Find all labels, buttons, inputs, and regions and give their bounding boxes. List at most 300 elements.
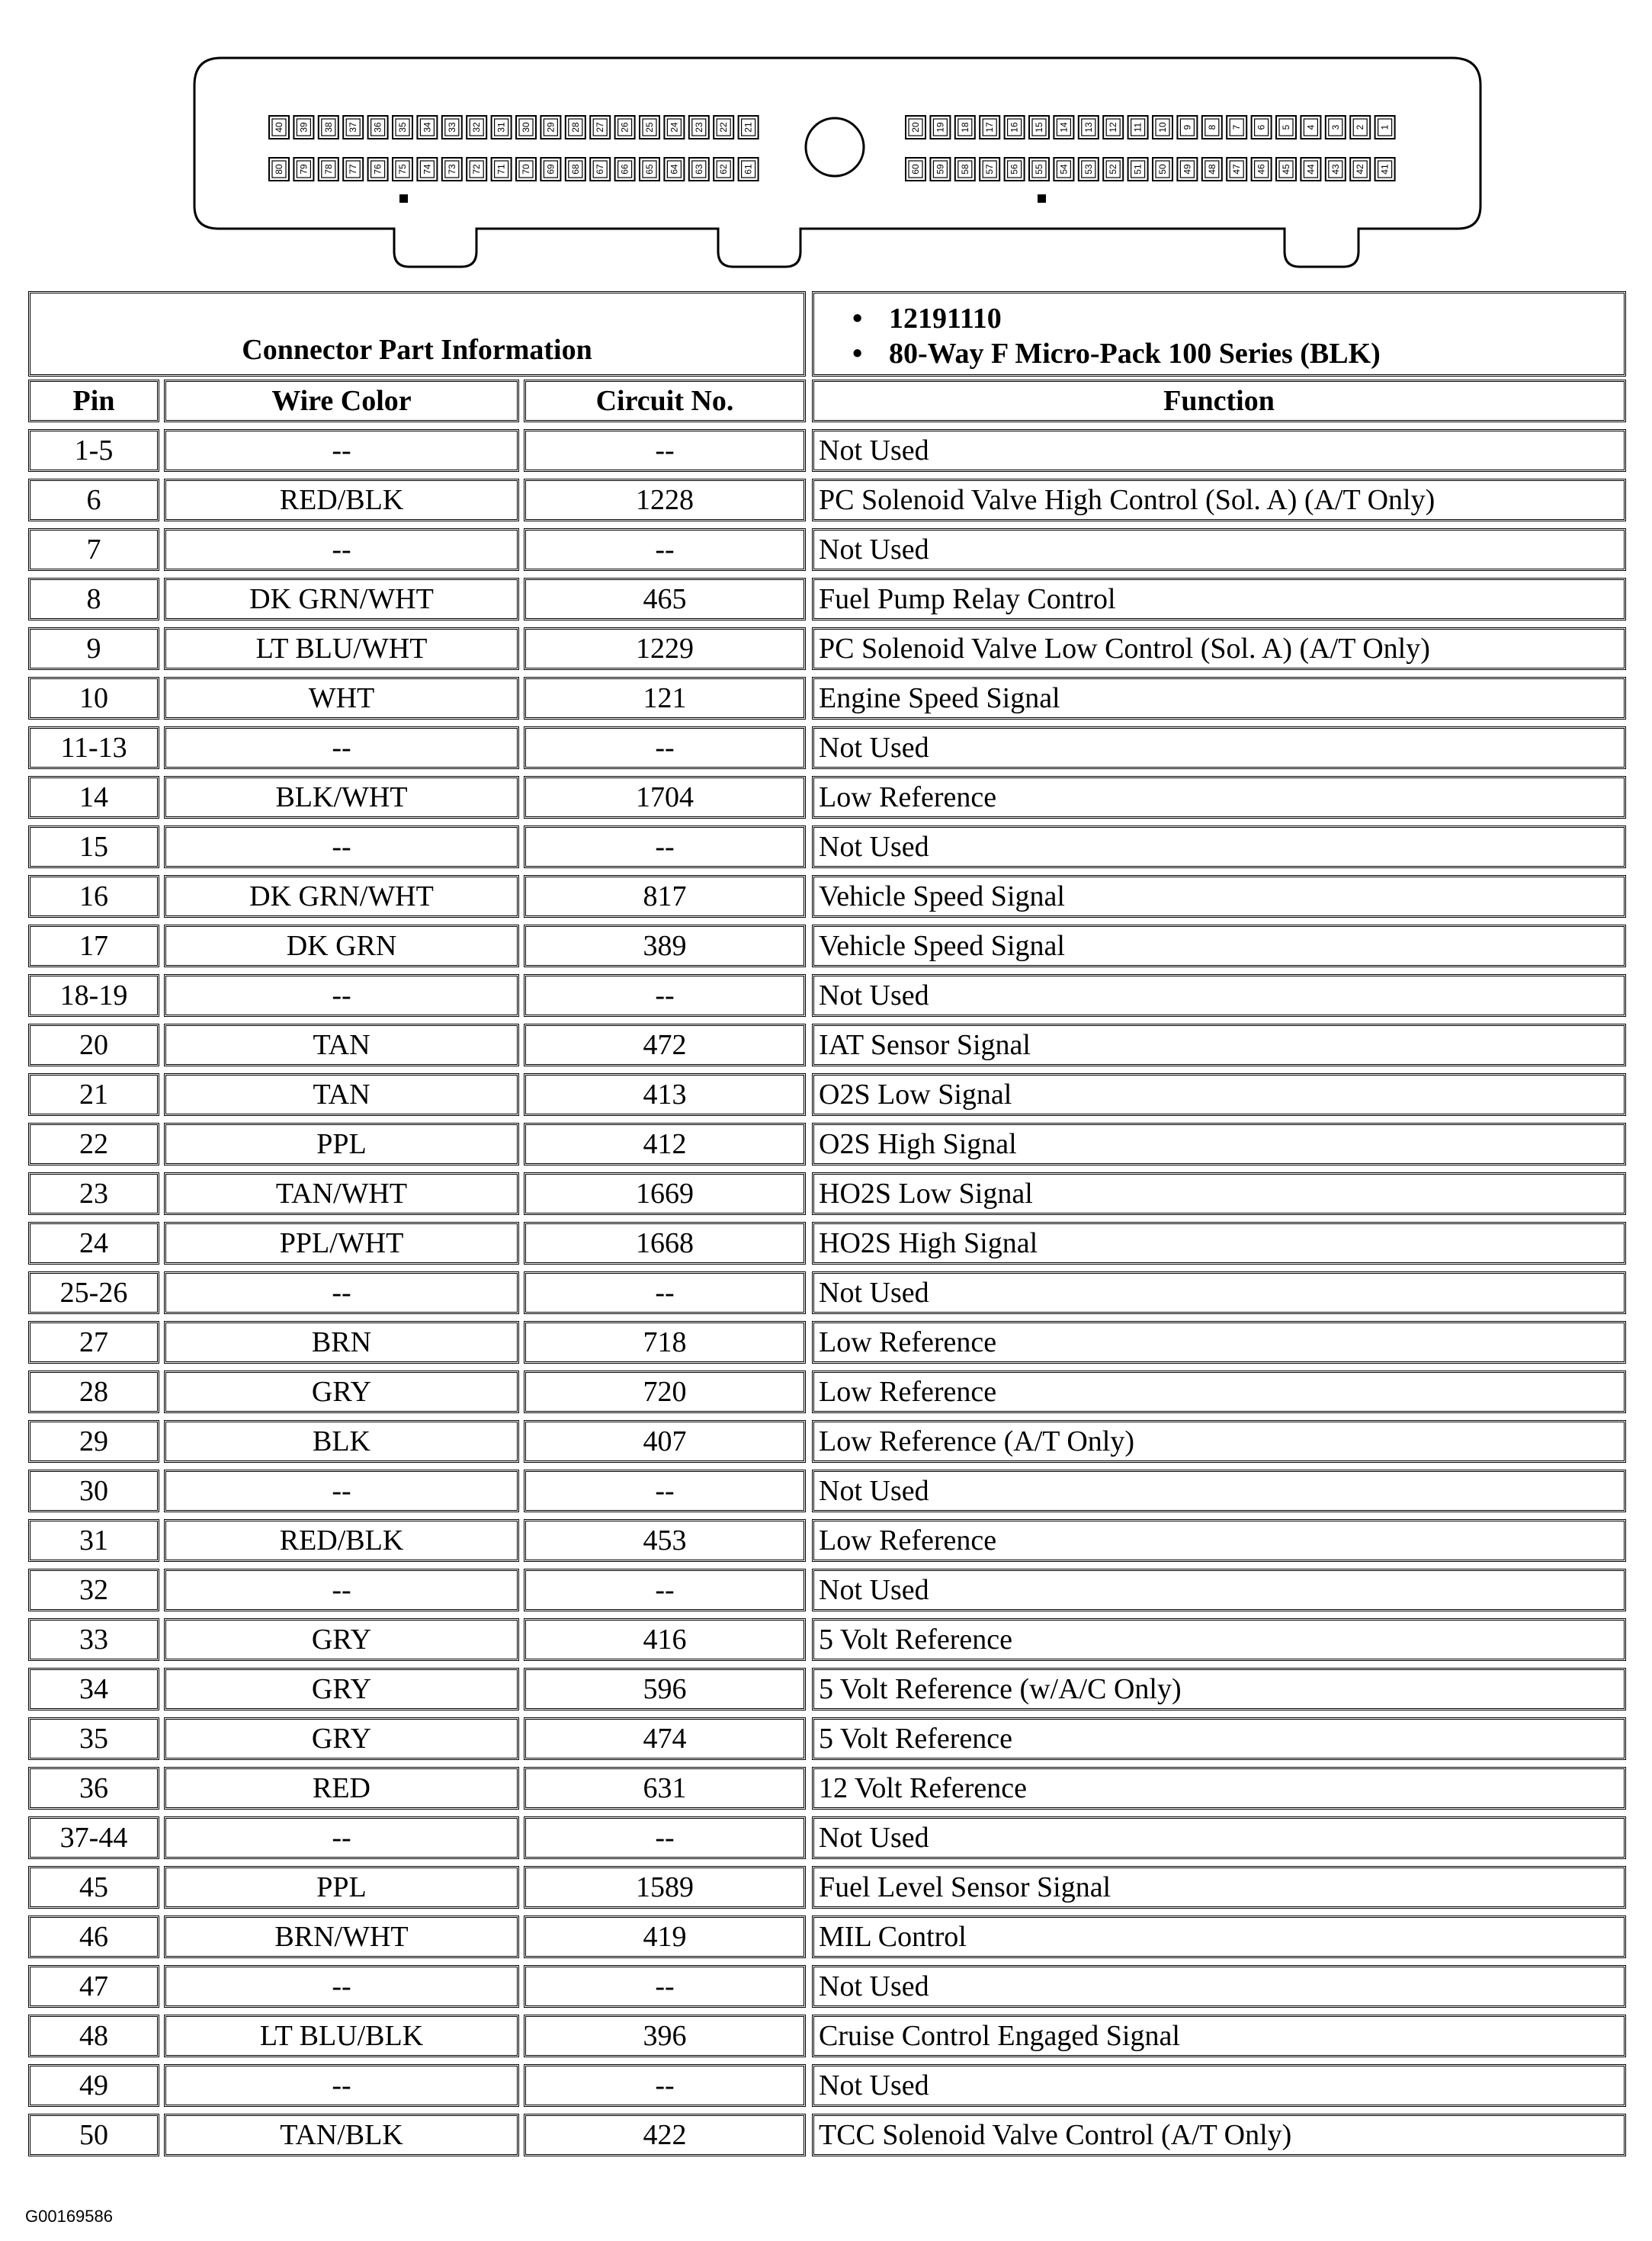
connector-pin-label: 18 bbox=[959, 122, 970, 133]
connector-pin-label: 15 bbox=[1034, 122, 1044, 133]
connector-pin-label: 40 bbox=[274, 122, 284, 133]
pin-75-marker bbox=[399, 194, 408, 203]
circuit-cell: 1669 bbox=[524, 1172, 806, 1215]
function-cell: HO2S High Signal bbox=[812, 1222, 1626, 1265]
wire-color-cell: GRY bbox=[164, 1618, 519, 1661]
connector-pin-label: 52 bbox=[1108, 164, 1119, 175]
connector-pin-9 bbox=[1177, 116, 1197, 139]
part-number: • 12191110 bbox=[875, 301, 1624, 336]
connector-pin-22 bbox=[714, 116, 733, 139]
table-row bbox=[28, 1367, 1626, 1417]
connector-pin-13 bbox=[1079, 116, 1099, 139]
function-cell: 5 Volt Reference bbox=[812, 1618, 1626, 1661]
wire-color-cell: TAN bbox=[164, 1024, 519, 1066]
pin-cell: 23 bbox=[28, 1172, 159, 1215]
connector-pin-label: 32 bbox=[471, 122, 483, 133]
connector-pin-33 bbox=[442, 116, 462, 139]
table-row bbox=[28, 1169, 1626, 1219]
connector-pin-label: 73 bbox=[446, 164, 457, 175]
table-row bbox=[28, 1714, 1626, 1764]
connector-pin-67 bbox=[590, 158, 610, 181]
function-cell: Low Reference bbox=[812, 776, 1626, 819]
function-cell: Not Used bbox=[812, 726, 1626, 769]
pinout-grid bbox=[28, 377, 1626, 2160]
connector-pin-14 bbox=[1054, 116, 1073, 139]
function-cell: Vehicle Speed Signal bbox=[812, 925, 1626, 967]
connector-pin-72 bbox=[467, 158, 486, 181]
connector-pin-label: 79 bbox=[298, 164, 310, 175]
circuit-cell: 817 bbox=[524, 875, 806, 918]
connector-pin-58 bbox=[955, 158, 975, 181]
connector-pin-2 bbox=[1350, 116, 1370, 139]
function-column-header: Function bbox=[812, 380, 1626, 422]
connector-pin-label: 20 bbox=[910, 122, 921, 133]
connector-pin-label: 62 bbox=[718, 164, 730, 175]
connector-pin-15 bbox=[1029, 116, 1049, 139]
connector-pin-64 bbox=[664, 158, 684, 181]
circuit-cell: 472 bbox=[524, 1024, 806, 1066]
table-row bbox=[28, 971, 1626, 1021]
pin-cell: 18-19 bbox=[28, 974, 159, 1017]
connector-pin-label: 42 bbox=[1355, 164, 1366, 175]
connector-pin-label: 72 bbox=[471, 164, 483, 175]
table-row bbox=[28, 1615, 1626, 1665]
table-row bbox=[28, 575, 1626, 624]
table-row bbox=[28, 922, 1626, 971]
connector-pin-label: 36 bbox=[372, 122, 383, 133]
pin-cell: 9 bbox=[28, 627, 159, 670]
connector-pin-24 bbox=[664, 116, 684, 139]
connector-pin-71 bbox=[492, 158, 512, 181]
column-header-row bbox=[28, 377, 1626, 426]
table-row bbox=[28, 624, 1626, 674]
wire-color-cell: LT BLU/BLK bbox=[164, 2015, 519, 2057]
wire-color-cell: -- bbox=[164, 1816, 519, 1859]
connector-pin-78 bbox=[319, 158, 338, 181]
connector-pin-label: 14 bbox=[1058, 122, 1070, 133]
connector-pin-label: 50 bbox=[1157, 164, 1168, 175]
connector-part-info-header bbox=[28, 291, 806, 377]
connector-pin-12 bbox=[1103, 116, 1123, 139]
pin-cell: 47 bbox=[28, 1965, 159, 2008]
circuit-cell: 720 bbox=[524, 1371, 806, 1413]
connector-pin-70 bbox=[516, 158, 536, 181]
function-cell: 5 Volt Reference (w/A/C Only) bbox=[812, 1668, 1626, 1710]
connector-pin-46 bbox=[1252, 158, 1272, 181]
circuit-cell: 121 bbox=[524, 677, 806, 720]
circuit-cell: -- bbox=[524, 1965, 806, 2008]
table-row bbox=[28, 1516, 1626, 1566]
connector-pin-label: 47 bbox=[1231, 164, 1243, 175]
wire-color-cell: -- bbox=[164, 429, 519, 472]
connector-pin-31 bbox=[492, 116, 512, 139]
function-cell: Not Used bbox=[812, 1271, 1626, 1314]
connector-pin-label: 48 bbox=[1206, 164, 1217, 175]
pin-cell: 49 bbox=[28, 2064, 159, 2107]
connector-pin-label: 71 bbox=[496, 164, 507, 175]
connector-pin-label: 60 bbox=[910, 164, 921, 175]
wire-color-cell: TAN/WHT bbox=[164, 1172, 519, 1215]
connector-pin-44 bbox=[1301, 158, 1320, 181]
circuit-cell: 465 bbox=[524, 578, 806, 620]
connector-pin-57 bbox=[980, 158, 999, 181]
function-cell: PC Solenoid Valve High Control (Sol. A) (A/T Only) bbox=[812, 479, 1626, 521]
table-row bbox=[28, 1219, 1626, 1268]
table-row bbox=[28, 1962, 1626, 2012]
table-row bbox=[28, 872, 1626, 922]
wire-color-cell: -- bbox=[164, 726, 519, 769]
pin-cell: 34 bbox=[28, 1668, 159, 1710]
table-row bbox=[28, 773, 1626, 822]
function-cell: Fuel Level Sensor Signal bbox=[812, 1866, 1626, 1909]
connector-pin-41 bbox=[1375, 158, 1395, 181]
wire-color-cell: -- bbox=[164, 1965, 519, 2008]
connector-pin-23 bbox=[689, 116, 709, 139]
pin-cell: 22 bbox=[28, 1123, 159, 1165]
wire-color-cell: PPL/WHT bbox=[164, 1222, 519, 1265]
connector-pin-label: 8 bbox=[1206, 124, 1217, 130]
function-cell: Engine Speed Signal bbox=[812, 677, 1626, 720]
connector-pin-label: 4 bbox=[1305, 124, 1317, 130]
connector-face-diagram bbox=[0, 0, 1652, 274]
circuit-cell: 422 bbox=[524, 2114, 806, 2156]
connector-pin-label: 51 bbox=[1132, 164, 1144, 175]
wire-color-cell: WHT bbox=[164, 677, 519, 720]
connector-pin-label: 5 bbox=[1281, 124, 1291, 130]
wire-color-cell: DK GRN/WHT bbox=[164, 578, 519, 620]
function-cell: O2S High Signal bbox=[812, 1123, 1626, 1165]
wire-color-cell: DK GRN bbox=[164, 925, 519, 967]
connector-pin-36 bbox=[368, 116, 388, 139]
connector-pin-20 bbox=[906, 116, 925, 139]
function-cell: Not Used bbox=[812, 974, 1626, 1017]
connector-pin-30 bbox=[516, 116, 536, 139]
connector-pin-61 bbox=[739, 158, 759, 181]
connector-pin-label: 28 bbox=[569, 122, 581, 133]
wire-color-cell: BLK bbox=[164, 1420, 519, 1463]
circuit-cell: 718 bbox=[524, 1321, 806, 1364]
connector-pin-label: 77 bbox=[348, 164, 359, 175]
connector-pin-label: 22 bbox=[718, 122, 730, 133]
connector-pin-21 bbox=[739, 116, 759, 139]
connector-pin-49 bbox=[1177, 158, 1197, 181]
wire-color-cell: PPL bbox=[164, 1123, 519, 1165]
function-cell: 5 Volt Reference bbox=[812, 1717, 1626, 1760]
connector-pin-label: 1 bbox=[1379, 124, 1391, 130]
table-row bbox=[28, 2111, 1626, 2160]
connector-pin-35 bbox=[393, 116, 412, 139]
connector-pin-label: 27 bbox=[595, 122, 606, 133]
connector-pin-34 bbox=[417, 116, 437, 139]
circuit-cell: 453 bbox=[524, 1519, 806, 1562]
connector-pin-label: 17 bbox=[984, 122, 996, 133]
wire-color-cell: RED bbox=[164, 1767, 519, 1810]
table-row bbox=[28, 1467, 1626, 1516]
wire-color-cell: GRY bbox=[164, 1668, 519, 1710]
connector-pin-1 bbox=[1375, 116, 1395, 139]
connector-pin-25 bbox=[640, 116, 659, 139]
circuit-cell: 413 bbox=[524, 1073, 806, 1116]
pin-cell: 25-26 bbox=[28, 1271, 159, 1314]
connector-pin-8 bbox=[1202, 116, 1222, 139]
function-cell: O2S Low Signal bbox=[812, 1073, 1626, 1116]
connector-pin-label: 69 bbox=[545, 164, 557, 175]
connector-pin-48 bbox=[1202, 158, 1222, 181]
circuit-cell: 412 bbox=[524, 1123, 806, 1165]
connector-pin-73 bbox=[442, 158, 462, 181]
part-details-header bbox=[812, 291, 1626, 377]
connector-pin-32 bbox=[467, 116, 486, 139]
connector-pin-label: 75 bbox=[397, 164, 408, 175]
table-row bbox=[28, 1268, 1626, 1318]
circuit-cell: -- bbox=[524, 726, 806, 769]
connector-pin-11 bbox=[1128, 116, 1148, 139]
connector-pin-label: 61 bbox=[743, 164, 754, 175]
wire-color-cell: -- bbox=[164, 2064, 519, 2107]
function-cell: 12 Volt Reference bbox=[812, 1767, 1626, 1810]
connector-pin-label: 7 bbox=[1231, 124, 1243, 130]
table-row bbox=[28, 476, 1626, 525]
connector-pin-label: 70 bbox=[521, 164, 531, 175]
circuit-cell: -- bbox=[524, 429, 806, 472]
circuit-cell: 596 bbox=[524, 1668, 806, 1710]
connector-pin-label: 56 bbox=[1009, 164, 1020, 175]
connector-pin-label: 57 bbox=[984, 164, 996, 175]
connector-pin-77 bbox=[343, 158, 363, 181]
circuit-cell: 474 bbox=[524, 1717, 806, 1760]
connector-pin-69 bbox=[541, 158, 560, 181]
wire-color-cell: TAN/BLK bbox=[164, 2114, 519, 2156]
circuit-cell: -- bbox=[524, 1816, 806, 1859]
polarization-hole bbox=[806, 118, 864, 176]
function-cell: Not Used bbox=[812, 2064, 1626, 2107]
table-row bbox=[28, 1764, 1626, 1813]
connector-pin-16 bbox=[1005, 116, 1025, 139]
circuit-cell: -- bbox=[524, 826, 806, 868]
circuit-cell: -- bbox=[524, 1569, 806, 1611]
connector-pin-label: 29 bbox=[545, 122, 557, 133]
table-row bbox=[28, 2012, 1626, 2061]
connector-pin-29 bbox=[541, 116, 560, 139]
circuit-cell: 407 bbox=[524, 1420, 806, 1463]
connector-pin-37 bbox=[343, 116, 363, 139]
connector-pin-label: 19 bbox=[935, 122, 946, 133]
pin-cell: 29 bbox=[28, 1420, 159, 1463]
function-cell: MIL Control bbox=[812, 1916, 1626, 1958]
connector-pin-59 bbox=[930, 158, 950, 181]
pin-cell: 11-13 bbox=[28, 726, 159, 769]
table-row bbox=[28, 1813, 1626, 1863]
connector-pin-label: 6 bbox=[1256, 124, 1267, 130]
connector-pin-label: 55 bbox=[1034, 164, 1044, 175]
pin-cell: 15 bbox=[28, 826, 159, 868]
wire-color-cell: GRY bbox=[164, 1371, 519, 1413]
connector-pin-label: 25 bbox=[644, 122, 655, 133]
pin-cell: 33 bbox=[28, 1618, 159, 1661]
connector-pin-52 bbox=[1103, 158, 1123, 181]
connector-pin-label: 67 bbox=[595, 164, 606, 175]
connector-pin-39 bbox=[294, 116, 313, 139]
wire-color-cell: LT BLU/WHT bbox=[164, 627, 519, 670]
wire-color-cell: RED/BLK bbox=[164, 479, 519, 521]
pin-cell: 48 bbox=[28, 2015, 159, 2057]
circuit-cell: 1228 bbox=[524, 479, 806, 521]
connector-pin-label: 3 bbox=[1330, 124, 1341, 130]
function-cell: PC Solenoid Valve Low Control (Sol. A) (A/T Only) bbox=[812, 627, 1626, 670]
wire-color-cell: PPL bbox=[164, 1866, 519, 1909]
connector-pin-45 bbox=[1276, 158, 1296, 181]
table-row bbox=[28, 1021, 1626, 1070]
connector-pin-60 bbox=[906, 158, 925, 181]
connector-pin-label: 41 bbox=[1379, 164, 1391, 175]
connector-pin-label: 64 bbox=[669, 164, 680, 175]
wire-color-cell: GRY bbox=[164, 1717, 519, 1760]
table-row bbox=[28, 426, 1626, 476]
connector-pin-label: 30 bbox=[521, 122, 531, 133]
circuit-cell: 396 bbox=[524, 2015, 806, 2057]
pin-cell: 16 bbox=[28, 875, 159, 918]
pin-cell: 7 bbox=[28, 528, 159, 571]
wire-color-cell: -- bbox=[164, 974, 519, 1017]
connector-pin-4 bbox=[1301, 116, 1320, 139]
circuit-cell: 631 bbox=[524, 1767, 806, 1810]
circuit-cell: 419 bbox=[524, 1916, 806, 1958]
connector-pin-label: 33 bbox=[446, 122, 457, 133]
figure-id: G00169586 bbox=[25, 2207, 113, 2226]
function-cell: Not Used bbox=[812, 1965, 1626, 2008]
pin-cell: 20 bbox=[28, 1024, 159, 1066]
pin-55-marker bbox=[1038, 194, 1046, 203]
circuit-cell: -- bbox=[524, 528, 806, 571]
connector-pin-label: 37 bbox=[348, 122, 359, 133]
table-row bbox=[28, 1120, 1626, 1169]
table-row bbox=[28, 822, 1626, 872]
wire-color-cell: BRN/WHT bbox=[164, 1916, 519, 1958]
circuit-column-header: Circuit No. bbox=[524, 380, 806, 422]
pin-cell: 24 bbox=[28, 1222, 159, 1265]
connector-pin-51 bbox=[1128, 158, 1148, 181]
connector-pin-19 bbox=[930, 116, 950, 139]
connector-pin-label: 11 bbox=[1132, 122, 1144, 133]
function-cell: Not Used bbox=[812, 1569, 1626, 1611]
pin-cell: 17 bbox=[28, 925, 159, 967]
connector-pin-74 bbox=[417, 158, 437, 181]
connector-pin-40 bbox=[269, 116, 289, 139]
connector-pin-label: 68 bbox=[569, 164, 581, 175]
connector-pin-10 bbox=[1153, 116, 1172, 139]
connector-pin-label: 12 bbox=[1108, 122, 1119, 133]
connector-pin-3 bbox=[1326, 116, 1346, 139]
pin-cell: 10 bbox=[28, 677, 159, 720]
function-cell: Low Reference bbox=[812, 1519, 1626, 1562]
function-cell: Fuel Pump Relay Control bbox=[812, 578, 1626, 620]
connector-pin-label: 78 bbox=[322, 164, 334, 175]
table-row bbox=[28, 723, 1626, 773]
function-cell: Not Used bbox=[812, 826, 1626, 868]
pin-cell: 35 bbox=[28, 1717, 159, 1760]
connector-pin-label: 63 bbox=[693, 164, 704, 175]
pin-cell: 31 bbox=[28, 1519, 159, 1562]
connector-pin-53 bbox=[1079, 158, 1099, 181]
connector-part-info-title: Connector Part Information bbox=[242, 334, 592, 366]
circuit-cell: -- bbox=[524, 974, 806, 1017]
wire-color-cell: -- bbox=[164, 1569, 519, 1611]
function-cell: Not Used bbox=[812, 528, 1626, 571]
pin-cell: 32 bbox=[28, 1569, 159, 1611]
connector-pin-27 bbox=[590, 116, 610, 139]
wire-color-cell: -- bbox=[164, 826, 519, 868]
pin-cell: 45 bbox=[28, 1866, 159, 1909]
wire-color-cell: -- bbox=[164, 1470, 519, 1512]
connector-pin-label: 66 bbox=[619, 164, 630, 175]
connector-pin-label: 65 bbox=[644, 164, 655, 175]
pin-cell: 21 bbox=[28, 1073, 159, 1116]
pin-cell: 14 bbox=[28, 776, 159, 819]
connector-pin-label: 80 bbox=[274, 164, 284, 175]
function-cell: HO2S Low Signal bbox=[812, 1172, 1626, 1215]
connector-pin-label: 2 bbox=[1355, 124, 1366, 130]
wire-color-cell: TAN bbox=[164, 1073, 519, 1116]
connector-pin-75 bbox=[393, 158, 412, 181]
function-cell: Vehicle Speed Signal bbox=[812, 875, 1626, 918]
connector-pin-label: 53 bbox=[1083, 164, 1094, 175]
wire-color-cell: RED/BLK bbox=[164, 1519, 519, 1562]
function-cell: Low Reference bbox=[812, 1321, 1626, 1364]
table-row bbox=[28, 674, 1626, 723]
table-row bbox=[28, 1566, 1626, 1615]
circuit-cell: -- bbox=[524, 1470, 806, 1512]
connector-pin-label: 38 bbox=[322, 122, 334, 133]
table-row bbox=[28, 1417, 1626, 1467]
connector-pin-62 bbox=[714, 158, 733, 181]
circuit-cell: 1668 bbox=[524, 1222, 806, 1265]
wire-color-cell: BRN bbox=[164, 1321, 519, 1364]
connector-pin-label: 21 bbox=[743, 122, 754, 133]
pin-cell: 28 bbox=[28, 1371, 159, 1413]
connector-pin-label: 49 bbox=[1182, 164, 1193, 175]
circuit-cell: -- bbox=[524, 1271, 806, 1314]
table-row bbox=[28, 2061, 1626, 2111]
connector-pin-label: 39 bbox=[298, 122, 310, 133]
pin-column-header: Pin bbox=[28, 380, 159, 422]
wire-color-column-header: Wire Color bbox=[164, 380, 519, 422]
connector-pin-66 bbox=[615, 158, 635, 181]
connector-pin-label: 45 bbox=[1281, 164, 1291, 175]
pin-cell: 50 bbox=[28, 2114, 159, 2156]
table-row bbox=[28, 1318, 1626, 1367]
pin-cell: 8 bbox=[28, 578, 159, 620]
wire-color-cell: BLK/WHT bbox=[164, 776, 519, 819]
function-cell: Cruise Control Engaged Signal bbox=[812, 2015, 1626, 2057]
connector-pin-label: 46 bbox=[1256, 164, 1267, 175]
connector-pin-6 bbox=[1252, 116, 1272, 139]
circuit-cell: 1589 bbox=[524, 1866, 806, 1909]
connector-pin-79 bbox=[294, 158, 313, 181]
function-cell: TCC Solenoid Valve Control (A/T Only) bbox=[812, 2114, 1626, 2156]
function-cell: Low Reference (A/T Only) bbox=[812, 1420, 1626, 1463]
connector-pin-label: 59 bbox=[935, 164, 946, 175]
connector-pin-label: 26 bbox=[619, 122, 630, 133]
function-cell: Low Reference bbox=[812, 1371, 1626, 1413]
connector-pin-label: 13 bbox=[1083, 122, 1094, 133]
connector-pin-65 bbox=[640, 158, 659, 181]
connector-pin-label: 44 bbox=[1305, 164, 1317, 175]
function-cell: Not Used bbox=[812, 429, 1626, 472]
connector-pin-56 bbox=[1005, 158, 1025, 181]
connector-pin-68 bbox=[566, 158, 585, 181]
connector-pin-label: 16 bbox=[1009, 122, 1020, 133]
table-row bbox=[28, 1070, 1626, 1120]
